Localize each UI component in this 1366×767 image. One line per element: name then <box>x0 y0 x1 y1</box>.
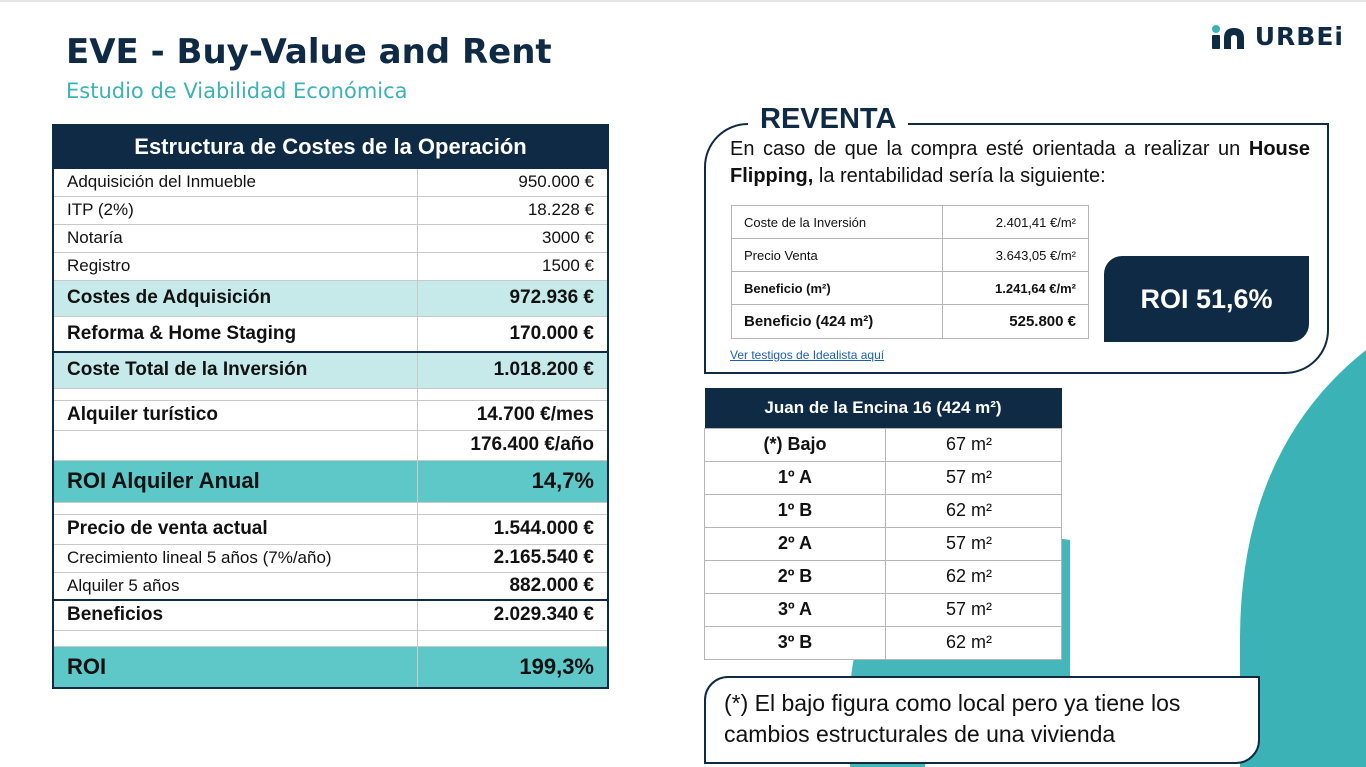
row-label: Alquiler turístico <box>53 400 417 430</box>
floor-label: 2º B <box>705 560 886 593</box>
floor-area: 62 m² <box>886 560 1062 593</box>
row-value: 18.228 € <box>417 196 608 224</box>
floor-area: 62 m² <box>886 494 1062 527</box>
spacer-row <box>53 502 608 514</box>
floor-area: 57 m² <box>886 461 1062 494</box>
floor-area: 57 m² <box>886 593 1062 626</box>
table-row <box>705 560 1062 593</box>
table-row <box>53 572 608 600</box>
row-label: ROI Alquiler Anual <box>53 460 417 502</box>
row-value: 1.018.200 € <box>417 352 608 388</box>
table-row <box>705 494 1062 527</box>
table-row <box>53 600 608 630</box>
row-value: 950.000 € <box>417 168 608 196</box>
floors-table <box>704 388 1062 660</box>
footnote-box: (*) El bajo figura como local pero ya tiene los cambios estructurales de una vivienda <box>704 676 1260 764</box>
spacer-row <box>53 388 608 400</box>
reventa-description <box>730 136 1310 190</box>
row-label: ROI <box>53 646 417 688</box>
table-row <box>732 305 1089 339</box>
floor-area: 57 m² <box>886 527 1062 560</box>
reventa-text-bold: House Flipping, <box>730 138 1310 187</box>
row-label: Crecimiento lineal 5 años (7%/año) <box>53 544 417 572</box>
row-label: Coste de la Inversión <box>732 206 943 239</box>
logo-text: URBEi <box>1254 22 1344 51</box>
table-row <box>53 280 608 316</box>
page-title: EVE - Buy-Value and Rent <box>66 32 552 72</box>
row-label: Coste Total de la Inversión <box>53 352 417 388</box>
row-value: 14,7% <box>417 460 608 502</box>
row-label: Adquisición del Inmueble <box>53 168 417 196</box>
table-row <box>705 428 1062 461</box>
row-value: 176.400 €/año <box>417 430 608 460</box>
floor-label: 3º B <box>705 626 886 659</box>
row-value: 2.401,41 €/m² <box>943 206 1089 239</box>
floor-label: 2º A <box>705 527 886 560</box>
row-value: 1.544.000 € <box>417 514 608 544</box>
table-row <box>53 430 608 460</box>
table-row <box>705 527 1062 560</box>
table-row <box>53 316 608 352</box>
row-label <box>53 430 417 460</box>
row-label: Reforma & Home Staging <box>53 316 417 352</box>
row-value: 2.029.340 € <box>417 600 608 630</box>
row-value: 3.643,05 €/m² <box>943 239 1089 272</box>
table-row <box>705 461 1062 494</box>
table-row <box>53 196 608 224</box>
row-label: Precio Venta <box>732 239 943 272</box>
table-row <box>732 239 1089 272</box>
reventa-text-end: la rentabilidad sería la siguiente: <box>813 165 1106 187</box>
row-label: Costes de Adquisición <box>53 280 417 316</box>
floor-label: (*) Bajo <box>705 428 886 461</box>
table-row <box>53 252 608 280</box>
table-row <box>53 168 608 196</box>
row-label: Beneficios <box>53 600 417 630</box>
table-row <box>705 626 1062 659</box>
row-label: Alquiler 5 años <box>53 572 417 600</box>
table-row <box>53 400 608 430</box>
table-row <box>732 272 1089 305</box>
row-value: 199,3% <box>417 646 608 688</box>
row-label: Beneficio (m²) <box>732 272 943 305</box>
brand-logo <box>1211 22 1344 51</box>
row-label: ITP (2%) <box>53 196 417 224</box>
floor-label: 1º A <box>705 461 886 494</box>
table-row <box>53 460 608 502</box>
floor-label: 3º A <box>705 593 886 626</box>
row-value: 14.700 €/mes <box>417 400 608 430</box>
roi-badge: ROI 51,6% <box>1104 256 1309 342</box>
reventa-text-start: En caso de que la compra esté orientada a realizar un <box>730 138 1249 160</box>
idealista-link[interactable]: Ver testigos de Idealista aquí <box>730 348 885 362</box>
row-label: Notaría <box>53 224 417 252</box>
floors-table-title: Juan de la Encina 16 (424 m²) <box>705 388 1062 428</box>
spacer-row <box>53 630 608 646</box>
urbei-logo-icon <box>1211 24 1247 50</box>
table-row <box>53 352 608 388</box>
table-row <box>53 224 608 252</box>
row-value: 882.000 € <box>417 572 608 600</box>
table-row <box>53 544 608 572</box>
table-row <box>53 514 608 544</box>
row-value: 3000 € <box>417 224 608 252</box>
row-label: Registro <box>53 252 417 280</box>
reventa-title: REVENTA <box>748 103 908 136</box>
cost-structure-table <box>52 124 609 689</box>
floor-area: 67 m² <box>886 428 1062 461</box>
row-value: 1.241,64 €/m² <box>943 272 1089 305</box>
row-label: Beneficio (424 m²) <box>732 305 943 339</box>
reventa-table <box>731 205 1089 339</box>
cost-table-title: Estructura de Costes de la Operación <box>53 125 608 168</box>
row-label: Precio de venta actual <box>53 514 417 544</box>
row-value: 170.000 € <box>417 316 608 352</box>
floor-area: 62 m² <box>886 626 1062 659</box>
page-subtitle: Estudio de Viabilidad Económica <box>66 79 408 103</box>
table-row <box>732 206 1089 239</box>
table-row <box>53 646 608 688</box>
table-row <box>705 593 1062 626</box>
floor-label: 1º B <box>705 494 886 527</box>
row-value: 1500 € <box>417 252 608 280</box>
row-value: 972.936 € <box>417 280 608 316</box>
row-value: 525.800 € <box>943 305 1089 339</box>
row-value: 2.165.540 € <box>417 544 608 572</box>
